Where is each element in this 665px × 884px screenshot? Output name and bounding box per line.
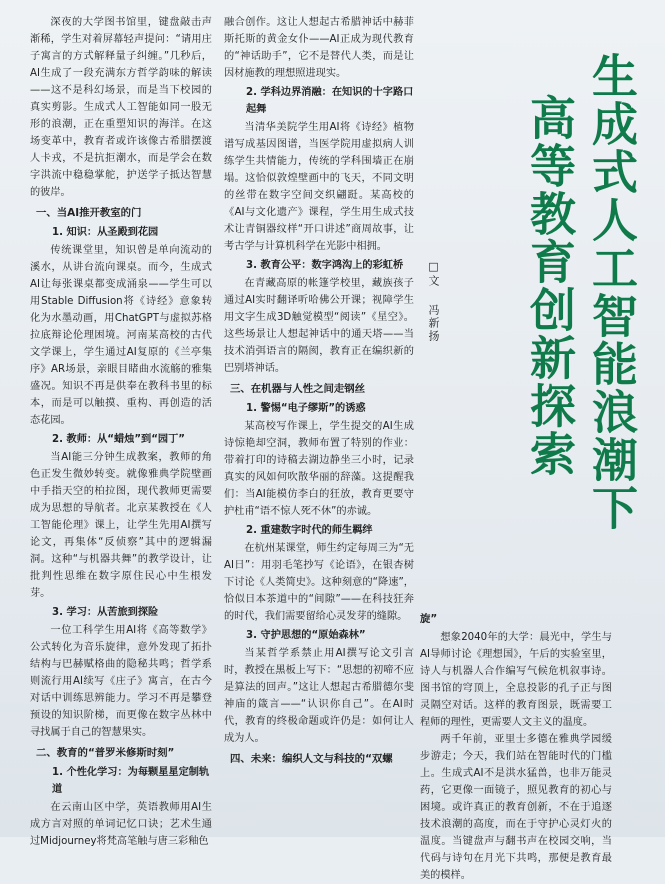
subheading-1-2: 2. 教师：从“蜡烛”到“园丁” [52,434,185,445]
body-paragraph: 在云南山区中学，英语教师用AI生成方言对照的单词记忆口诀；艺术生通过Midjourney将梵高笔触与唐三彩釉色 [30,802,212,847]
author-name: 冯新扬 [427,303,440,343]
author-byline [425,260,441,343]
headline-line-2: 高等教育创新探索 [523,94,577,478]
subheading-1-1: 1. 知识：从圣殿到花园 [52,227,159,238]
intro-paragraph: 深夜的大学图书馆里，键盘敲击声渐稀，学生对着屏幕轻声提问：“请用庄子寓言的方式解释量子纠缠。”几秒后，AI生成了一段充满东方哲学韵味的解读——这不是科幻场景，而是当下校园的真实剪影。生成式人工智能如同一股无形的浪潮，正在重塑知识的海洋。在这场变革中，教育者或许该像古希腊摆渡人卡戎，不是抗拒潮水，而是学会在数字洪流中稳稳掌舵，护送学子抵达智慧的彼岸。 [30,17,212,198]
article-column-2 [224,14,414,769]
body-paragraph: 传统课堂里，知识曾是单向流动的溪水，从讲台流向课桌。而今，生成式AI让每张课桌都变成涌泉——学生可以用Stable Diffusion将《诗经》意象转化为水墨动画，用ChatGPT与虚拟苏格拉底辩论伦理困境。河南某高校的古代文学课上，学生通过AI复原的《兰亭集序》AR场景，亲眼目睹曲水流觞的雅集盛况。知识不再是供奉在教科书里的标本，而是可以触摸、重构、再创造的活态花园。 [30,245,212,426]
body-paragraph: 融合创作。这让人想起古希腊神话中赫菲斯托斯的黄金女仆——AI正成为现代教育的“神话助手”，它不是替代人类，而是让因材施教的理想照进现实。 [224,17,414,79]
body-paragraph: 某高校写作课上，学生提交的AI生成诗惊艳却空洞，教师布置了特别的作业：带着打印的诗稿去湖边静坐三小时，记录真实的风如何吹散华丽的辞藻。这提醒我们：当AI能模仿李白的狂放，教育更要守护杜甫“语不惊人死不休”的赤诚。 [224,421,414,517]
body-paragraph: 当AI能三分钟生成教案，教师的角色正发生微妙转变。就像雅典学院壁画中手指天空的柏拉图，现代教师更需要成为思想的导航者。北京某教授在《人工智能伦理》课上，让学生先用AI撰写论文，再集体“反侦察”其中的逻辑漏洞。这种“与机器共舞”的教学设计，让批判性思维在数字原住民心中生根发芽。 [30,452,212,599]
body-paragraph: 在青藏高原的帐篷学校里，藏族孩子通过AI实时翻译听哈佛公开课；视障学生用文字生成3D触觉模型“阅读”《星空》。这些场景让人想起神话中的通天塔——当技术消弭语言的隔阂，教育正在编织新的巴别塔神话。 [224,278,414,374]
body-paragraph: 想象2040年的大学：晨光中，学生与AI导师讨论《理想国》，午后的实验室里，诗人与机器人合作编写气候危机叙事诗。图书馆的穹顶上，全息投影的孔子正与图灵隔空对话。这样的教育图景，既需要工程师的理性，更需要人文主义的温度。 [420,632,612,728]
section-heading-1: 一、当AI推开教室的门 [36,207,142,219]
subheading-2-3: 3. 教育公平：数字鸿沟上的彩虹桥 [246,260,404,271]
section-heading-2: 二、教育的“普罗米修斯时刻” [36,747,175,759]
closing-paragraph: 两千年前，亚里士多德在雅典学园缓步游走；今天，我们站在智能时代的门槛上。生成式AI不是洪水猛兽，也非万能灵药，它更像一面镜子，照见教育的初心与困境。或许真正的教育创新，不在于追逐技术浪潮的高度，而在于守护心灵灯火的温度。当键盘声与翻书声在校园交响，当代码与诗句在月光下共鸣，那便是教育最美的模样。 [420,734,612,881]
subheading-2-2: 2. 学科边界消融：在知识的十字路口起舞 [246,87,414,115]
body-paragraph: 当清华美院学生用AI将《诗经》植物谱写成基因图谱，当医学院用虚拟病人训练学生共情能力，传统的学科围墙正在崩塌。这恰似敦煌壁画中的飞天，不同文明的丝带在数字空间交织翩跹。某高校的《AI与文化遗产》课程，学生用生成式技术让青铜器纹样“开口讲述”商周故事，让考古学与计算机科学在光影中相拥。 [224,122,414,252]
section-heading-4-end: 旋” [420,613,438,625]
section-heading-4: 四、未来：编织人文与科技的“双螺 [230,753,393,765]
section-heading-3: 三、在机器与人性之间走钢丝 [230,383,366,395]
subheading-3-1: 1. 警惕“电子缪斯”的诱惑 [246,403,366,414]
body-paragraph: 一位工科学生用AI将《高等数学》公式转化为音乐旋律，意外发现了拓扑结构与巴赫赋格曲的隐秘共鸣；哲学系则流行用AI续写《庄子》寓言，在古今对话中训练思辨能力。学习不再是攀登预设的知识阶梯，而更像在数字丛林中寻找属于自己的智慧果实。 [30,625,212,738]
headline-line-1: 生成式人工智能浪潮下 [585,52,639,532]
subheading-1-3: 3. 学习：从苦旅到探险 [52,607,159,618]
headline [470,52,640,572]
byline-mark: □文 [427,260,440,288]
subheading-2-1: 1. 个性化学习：为每颗星星定制轨道 [52,767,210,795]
subheading-3-2: 2. 重建数字时代的师生羁绊 [246,525,373,536]
body-paragraph: 当某哲学系禁止用AI撰写论文引言时，教授在黑板上写下：“思想的初啼不应是算法的回声。”这让人想起古希腊德尔斐神庙的箴言——“认识你自己”。在AI时代，教育的终极命题或许仍是：如何让人成为人。 [224,648,414,744]
article-column-1 [30,14,212,850]
subheading-3-3: 3. 守护思想的“原始森林” [246,630,366,641]
body-paragraph: 在杭州某课堂，师生约定每周三为“无AI日”：用羽毛笔抄写《论语》，在银杏树下讨论《人类简史》。这种刻意的“降速”，恰似日本茶道中的“间隙”——在科技狂奔的时代，我们需要留给心灵发芽的缝隙。 [224,543,414,622]
article-column-3 [420,607,612,884]
